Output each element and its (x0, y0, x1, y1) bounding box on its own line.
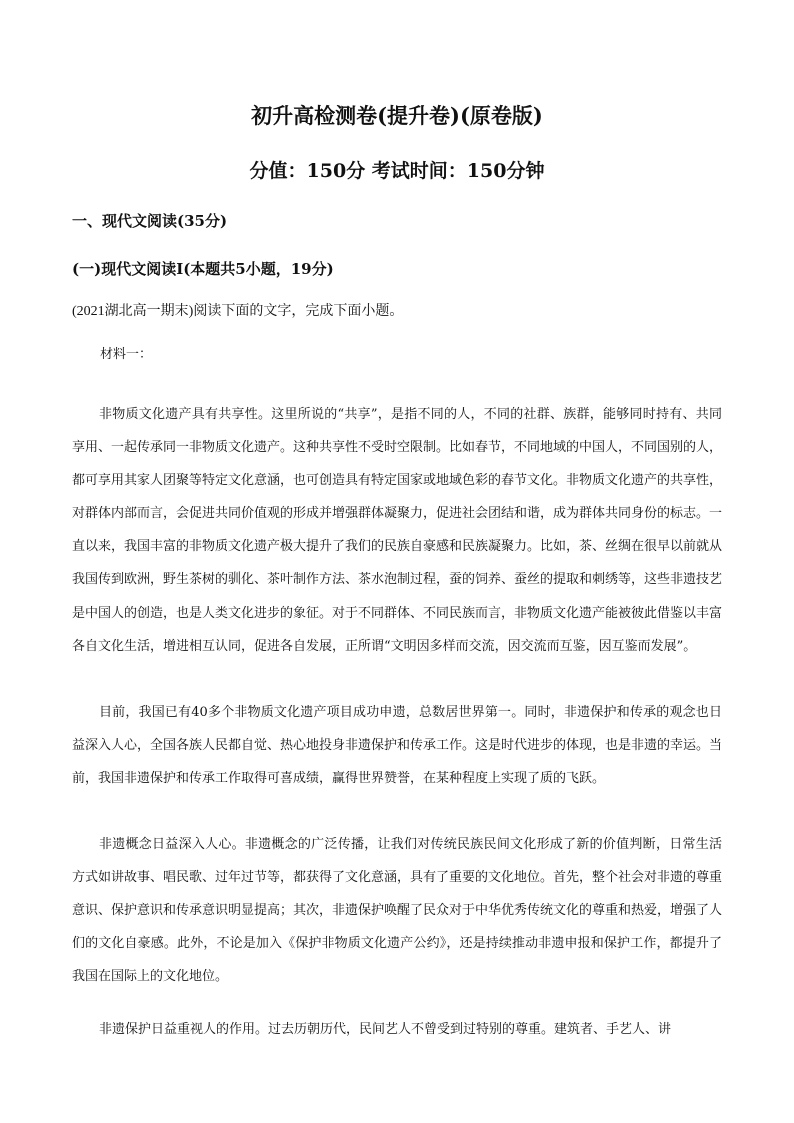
body-paragraph: 非遗概念日益深入人心。非遗概念的广泛传播，让我们对传统民族民间文化形成了新的价值判断，日常生活方式如讲故事、唱民歌、过年过节等，都获得了文化意涵，具有了重要的文化地位。首先，整个社会对非遗的尊重意识、保护意识和传承意识明显提高；其次，非遗保护唤醒了民众对于中华优秀传统文化的尊重和热爱，增强了人们的文化自豪感。此外，不论是加入《保护非物质文化遗产公约》，还是持续推动非遗申报和保护工作，都提升了我国在国际上的文化地位。 (72, 837, 723, 985)
page-title: 初升高检测卷(提升卷)(原卷版) (251, 103, 543, 128)
body-paragraph: 目前，我国已有40多个非物质文化遗产项目成功申遗，总数居世界第一。同时，非遗保护和传承的观念也日益深入人心，全国各族人民都自觉、热心地投身非遗保护和传承工作。这是时代进步的体现，也是非遗的幸运。当前，我国非遗保护和传承工作取得可喜成绩，赢得世界赞誉，在某种程度上实现了质的飞跃。 (72, 705, 723, 787)
sub-section-heading: (一)现代文阅读Ⅰ(本题共5小题，19分) (72, 260, 334, 278)
material-label: 材料一： (100, 347, 153, 362)
body-paragraph: 非物质文化遗产具有共享性。这里所说的“共享”，是指不同的人，不同的社群、族群，能够同时持有、共同享用、一起传承同一非物质文化遗产。这种共享性不受时空限制。比如春节，不同地域的中国人，不同国别的人，都可享用其家人团聚等特定文化意涵，也可创造具有特定国家或地域色彩的春节文化。非物质文化遗产的共享性，对群体内部而言，会促进共同价值观的形成并增强群体凝聚力，促进社会团结和谐，成为群体共同身份的标志。一直以来，我国丰富的非物质文化遗产极大提升了我们的民族自豪感和民族凝聚力。比如，茶、丝绸在很早以前就从我国传到欧洲，野生茶树的驯化、茶叶制作方法、茶水泡制过程，蚕的饲养、蚕丝的提取和刺绣等，这些非遗技艺是中国人的创造，也是人类文化进步的象征。对于不同群体、不同民族而言，非物质文化遗产能被彼此借鉴以丰富各自文化生活，增进相互认同，促进各自发展，正所谓“文明因多样而交流，因交流而互鉴，因互鉴而发展”。 (72, 407, 723, 654)
exam-info-subtitle: 分值：150分 考试时间：150分钟 (249, 160, 545, 182)
source-instruction: (2021湖北高一期末)阅读下面的文字，完成下面小题。 (72, 304, 404, 319)
body-paragraph: 非遗保护日益重视人的作用。过去历朝历代，民间艺人不曾受到过特别的尊重。建筑者、手艺人、讲 (99, 1022, 672, 1037)
section-heading: 一、现代文阅读(35分) (72, 212, 228, 230)
